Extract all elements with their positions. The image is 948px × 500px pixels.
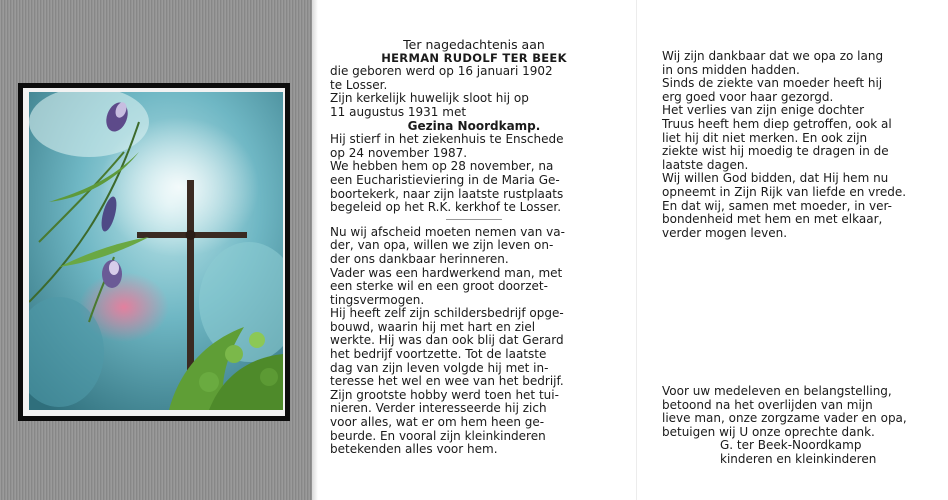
tribute-line-6: tingsvermogen. (330, 292, 425, 307)
tribute-line-3: der ons dankbaar herinneren. (330, 251, 509, 266)
reflection-line-12: En dat wij, samen met moeder, in ver- (662, 198, 893, 213)
reflection-line-5: Het verlies van zijn enige dochter (662, 103, 865, 118)
tribute-line-17: betekenden alles voor hem. (330, 442, 498, 457)
reflection-line-13: bondenheid met hem en met elkaar, (662, 212, 883, 227)
reflection-line-2: in ons midden hadden. (662, 62, 800, 77)
tribute-line-13: Zijn grootste hobby werd toen het tui- (330, 387, 559, 402)
tribute-line-7: Hij heeft zelf zijn schildersbedrijf opge- (330, 306, 564, 321)
reflection-line-11: opneemt in Zijn Rijk van liefde en vrede. (662, 184, 907, 199)
marriage-line-2: 11 augustus 1931 met (330, 104, 467, 119)
reflection-line-14: verder mogen leven. (662, 225, 788, 240)
section-divider-rule (446, 219, 502, 220)
funeral-line-4: begeleid op het R.K. kerkhof te Losser. (330, 200, 562, 215)
tribute-line-15: voor alles, wat er om hem heen ge- (330, 415, 545, 430)
funeral-line-2: een Eucharistieviering in de Maria Ge- (330, 172, 560, 187)
reflection-line-10: Wij willen God bidden, dat Hij hem nu (662, 171, 889, 186)
birth-line-1: die geboren werd op 16 januari 1902 (330, 64, 553, 79)
marriage-line-1: Zijn kerkelijk huwelijk sloot hij op (330, 91, 529, 106)
death-line-1: Hij stierf in het ziekenhuis te Enschede (330, 132, 564, 147)
deceased-name: HERMAN RUDOLF TER BEEK (381, 50, 567, 65)
reflection-line-6: Truus heeft hem diep getroffen, ook al (662, 116, 892, 131)
thanks-line-3: lieve man, onze zorgzame vader en opa, (662, 411, 907, 426)
obituary-column (330, 38, 618, 457)
memorial-heading: Ter nagedachtenis aan (403, 37, 545, 52)
tribute-line-5: een sterke wil en een groot doorzet- (330, 279, 548, 294)
photo-illustration (29, 92, 283, 410)
tribute-line-4: Vader was een hardwerkend man, met (330, 265, 563, 280)
thanks-line-2: betoond na het overlijden van mijn (662, 397, 873, 412)
tribute-line-2: der, van opa, willen we zijn leven on- (330, 238, 554, 253)
thanks-block (662, 385, 924, 467)
reflection-line-3: Sinds de ziekte van moeder heeft hij (662, 76, 883, 91)
death-line-2: op 24 november 1987. (330, 145, 468, 160)
tribute-line-9: werkte. Hij was dan ook blij dat Gerard (330, 333, 564, 348)
reflection-line-9: laatste dagen. (662, 157, 749, 172)
reflection-column (662, 50, 924, 240)
spouse-name: Gezina Noordkamp. (407, 118, 541, 133)
memorial-photo-cross-flowers (29, 92, 283, 410)
reflection-line-8: ziekte wist hij moedig te dragen in de (662, 144, 889, 159)
funeral-line-1: We hebben hem op 28 november, na (330, 159, 554, 174)
page-fold (312, 0, 318, 500)
tribute-line-8: bouwd, waarin hij met hart en ziel (330, 319, 536, 334)
reflection-line-4: erg goed voor haar gezorgd. (662, 89, 834, 104)
reflection-line-7: liet hij dit niet merken. En ook zijn (662, 130, 868, 145)
signature-line-1: G. ter Beek-Noordkamp (720, 438, 862, 453)
funeral-line-3: boortekerk, naar zijn laatste rustplaats (330, 186, 564, 201)
tribute-line-10: het bedrijf voortzette. Tot de laatste (330, 347, 547, 362)
tribute-line-12: teresse het wel en wee van het bedrijf. (330, 374, 564, 389)
tribute-line-16: beurde. En vooral zijn kleinkinderen (330, 428, 546, 443)
birth-line-2: te Losser. (330, 77, 388, 92)
reflection-line-1: Wij zijn dankbaar dat we opa zo lang (662, 49, 884, 63)
tribute-line-1: Nu wij afscheid moeten nemen van va- (330, 224, 565, 239)
signature-line-2: kinderen en kleinkinderen (720, 451, 877, 466)
thanks-line-4: betuigen wij U onze oprechte dank. (662, 424, 875, 439)
tribute-line-14: nieren. Verder interesseerde hij zich (330, 401, 547, 416)
thanks-line-1: Voor uw medeleven en belangstelling, (662, 384, 892, 398)
tribute-line-11: dag van zijn leven volgde hij met in- (330, 360, 549, 375)
page-divider (636, 0, 637, 500)
